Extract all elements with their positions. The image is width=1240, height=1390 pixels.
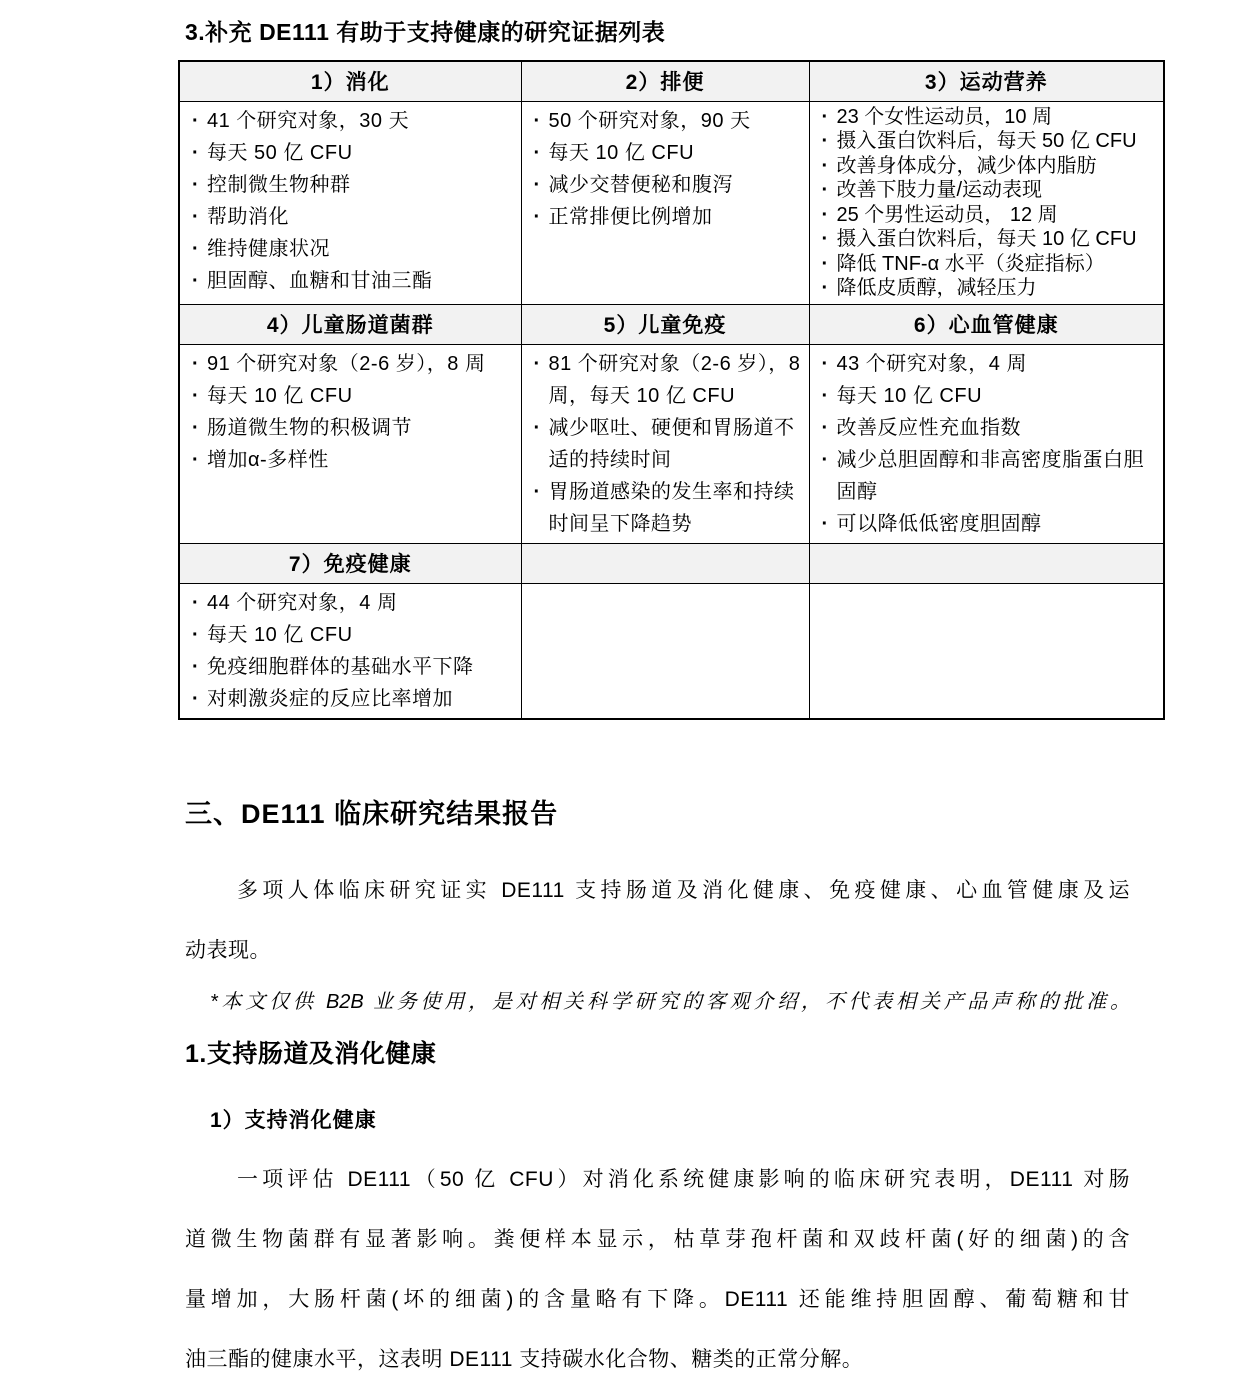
bullet-item: · 改善反应性充血指数 bbox=[820, 412, 1158, 444]
header-digestion: 1）消化 bbox=[179, 61, 521, 101]
bullet-item: · 摄入蛋白饮料后，每天 50 亿 CFU bbox=[820, 129, 1158, 154]
header-child-gut-flora: 4）儿童肠道菌群 bbox=[179, 304, 521, 344]
table-content-row-2 bbox=[179, 344, 1164, 543]
bullet-item: · 肠道微生物的积极调节 bbox=[190, 412, 515, 444]
bullet-item: · 每天 50 亿 CFU bbox=[190, 137, 515, 169]
bullet-item: · 增加α-多样性 bbox=[190, 444, 515, 476]
evidence-table bbox=[178, 60, 1165, 720]
table-header-row-1 bbox=[179, 61, 1164, 101]
paragraph-line: 一项评估 DE111（50 亿 CFU）对消化系统健康影响的临床研究表明，DE111 对肠 bbox=[237, 1167, 1130, 1191]
cell-immune-health bbox=[179, 583, 521, 719]
paragraph-line: 道微生物菌群有显著影响。粪便样本显示，枯草芽孢杆菌和双歧杆菌(好的细菌)的含 bbox=[185, 1227, 1130, 1251]
bullet-item: · 91 个研究对象（2-6 岁），8 周 bbox=[190, 348, 515, 380]
empty-cell bbox=[809, 583, 1164, 719]
header-immune-health: 7）免疫健康 bbox=[179, 543, 521, 583]
subsection1-heading: 1）支持消化健康 bbox=[210, 1108, 377, 1132]
cell-sports-nutrition bbox=[809, 101, 1164, 304]
bullet-list bbox=[190, 587, 515, 715]
bullet-list bbox=[190, 105, 515, 297]
report-section bbox=[185, 792, 1130, 1390]
bullet-item: · 胃肠道感染的发生率和持续时间呈下降趋势 bbox=[532, 476, 803, 540]
bullet-list bbox=[190, 348, 515, 476]
evidence-list-title: 3.补充 DE111 有助于支持健康的研究证据列表 bbox=[185, 19, 666, 45]
bullet-item: · 降低 TNF-α 水平（炎症指标） bbox=[820, 252, 1158, 277]
digestion-study-paragraph bbox=[185, 1150, 1130, 1390]
report-intro-paragraph bbox=[185, 861, 1130, 981]
table-content-row-3 bbox=[179, 583, 1164, 719]
cell-digestion bbox=[179, 101, 521, 304]
header-cardiovascular: 6）心血管健康 bbox=[809, 304, 1164, 344]
empty-header-cell bbox=[809, 543, 1164, 583]
table-header-row-2 bbox=[179, 304, 1164, 344]
bullet-item: · 81 个研究对象（2-6 岁），8 周，每天 10 亿 CFU bbox=[532, 348, 803, 412]
bullet-item: · 可以降低低密度胆固醇 bbox=[820, 508, 1158, 540]
bullet-list bbox=[820, 348, 1158, 540]
table-content-row-1 bbox=[179, 101, 1164, 304]
bullet-item: · 每天 10 亿 CFU bbox=[532, 137, 803, 169]
bullet-item: · 41 个研究对象，30 天 bbox=[190, 105, 515, 137]
cell-bowel bbox=[521, 101, 809, 304]
bullet-item: · 胆固醇、血糖和甘油三酯 bbox=[190, 265, 515, 297]
bullet-item: · 对刺激炎症的反应比率增加 bbox=[190, 683, 515, 715]
section1-heading: 1.支持肠道及消化健康 bbox=[185, 1039, 437, 1068]
bullet-item: · 摄入蛋白饮料后，每天 10 亿 CFU bbox=[820, 227, 1158, 252]
bullet-item: · 改善身体成分，减少体内脂肪 bbox=[820, 154, 1158, 179]
bullet-list bbox=[820, 105, 1158, 301]
bullet-item: · 免疫细胞群体的基础水平下降 bbox=[190, 651, 515, 683]
report-heading: 三、DE111 临床研究结果报告 bbox=[185, 798, 559, 829]
b2b-disclaimer-note: *本文仅供 B2B 业务使用，是对相关科学研究的客观介绍，不代表相关产品声称的批准。 bbox=[210, 990, 1130, 1013]
bullet-item: · 改善下肢力量/运动表现 bbox=[820, 178, 1158, 203]
bullet-item: · 降低皮质醇，减轻压力 bbox=[820, 276, 1158, 301]
cell-child-immunity bbox=[521, 344, 809, 543]
bullet-item: · 每天 10 亿 CFU bbox=[820, 380, 1158, 412]
bullet-item: · 控制微生物种群 bbox=[190, 169, 515, 201]
header-child-immunity: 5）儿童免疫 bbox=[521, 304, 809, 344]
bullet-list bbox=[532, 348, 803, 540]
paragraph-line: 量增加，大肠杆菌(坏的细菌)的含量略有下降。DE111 还能维持胆固醇、葡萄糖和甘 bbox=[185, 1287, 1130, 1311]
document-page bbox=[178, 14, 1163, 1390]
empty-header-cell bbox=[521, 543, 809, 583]
header-sports-nutrition: 3）运动营养 bbox=[809, 61, 1164, 101]
cell-child-gut-flora bbox=[179, 344, 521, 543]
cell-cardiovascular bbox=[809, 344, 1164, 543]
paragraph-line: 动表现。 bbox=[185, 938, 271, 962]
bullet-item: · 帮助消化 bbox=[190, 201, 515, 233]
bullet-item: · 减少呕吐、硬便和胃肠道不适的持续时间 bbox=[532, 412, 803, 476]
bullet-list bbox=[532, 105, 803, 233]
empty-cell bbox=[521, 583, 809, 719]
bullet-item: · 每天 10 亿 CFU bbox=[190, 619, 515, 651]
bullet-item: · 正常排便比例增加 bbox=[532, 201, 803, 233]
bullet-item: · 维持健康状况 bbox=[190, 233, 515, 265]
table-header-row-3 bbox=[179, 543, 1164, 583]
bullet-item: · 每天 10 亿 CFU bbox=[190, 380, 515, 412]
bullet-item: · 减少交替便秘和腹泻 bbox=[532, 169, 803, 201]
bullet-item: · 44 个研究对象，4 周 bbox=[190, 587, 515, 619]
paragraph-line: 油三酯的健康水平，这表明 DE111 支持碳水化合物、糖类的正常分解。 bbox=[185, 1347, 864, 1371]
bullet-item: · 25 个男性运动员， 12 周 bbox=[820, 203, 1158, 228]
bullet-item: · 减少总胆固醇和非高密度脂蛋白胆固醇 bbox=[820, 444, 1158, 508]
paragraph-line: 多项人体临床研究证实 DE111 支持肠道及消化健康、免疫健康、心血管健康及运 bbox=[237, 878, 1130, 902]
header-bowel: 2）排便 bbox=[521, 61, 809, 101]
bullet-item: · 50 个研究对象，90 天 bbox=[532, 105, 803, 137]
bullet-item: · 23 个女性运动员，10 周 bbox=[820, 105, 1158, 130]
bullet-item: · 43 个研究对象，4 周 bbox=[820, 348, 1158, 380]
